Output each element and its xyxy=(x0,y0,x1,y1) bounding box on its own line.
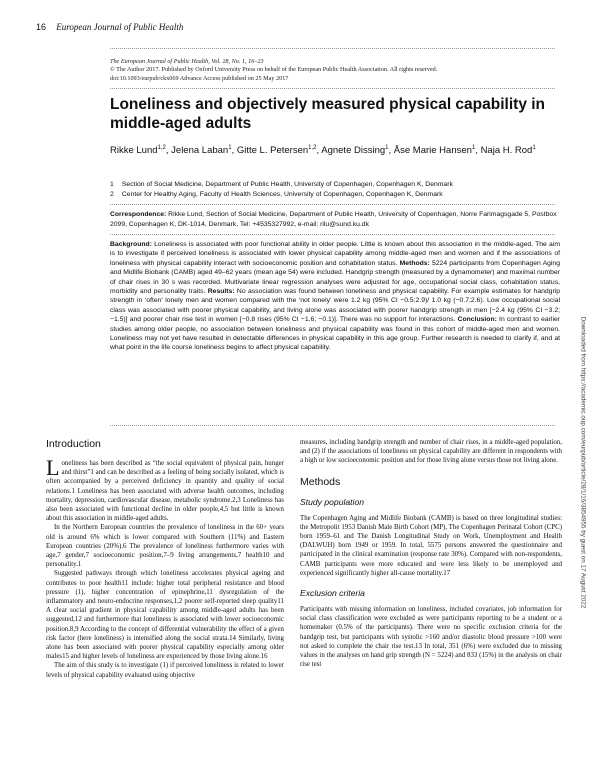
author-list: Rikke Lund$^{1,2}$, Jelena Laban$^1$, Gitte L. Petersen$^{1,2}$, Agnete Dissing$^1$, Åse Marie Hansen$^1$, Naja H. Rod$^1$ xyxy=(110,145,536,157)
intro-paragraph-3: Suggested pathways through which loneliness accelerates physical ageing and contributes to poor health11 include: higher total peripheral resistance and blood pressure (1), higher concentration of epinephrine,11 dysregulation of the inflammatory and neuro-endocrine responses,1,2 poorer self-reported sleep quality11 A clear social gradient in physical capability among middle-aged adults has been suggested,12 and furthermore that loneliness is associated with lower socioeconomic position.8,9 According to the concept of differential vulnerability the effect of a given risk factor (here loneliness) is intensified along the social strata.14 Similarly, living alone has been associated with poorer physical capability especially among older males15 and higher levels of loneliness are experienced by those living alone.16 xyxy=(46,570,284,661)
affiliation-text: Section of Social Medicine, Department of Public Health, University of Copenhagen, Copenhagen K, Denmark xyxy=(121,181,453,188)
citation-doi-line: doi:10.1093/eurpub/ckx069 Advance Access published on 25 May 2017 xyxy=(110,74,289,82)
author-affiliation-marker: 1,2 xyxy=(308,145,317,151)
author-affiliation-marker: 1 xyxy=(385,145,389,151)
abstract-results-label: Results: xyxy=(207,288,235,296)
running-head xyxy=(36,22,183,32)
author-name: Rikke Lund xyxy=(110,145,158,157)
affiliation-text: Center for Healthy Aging, Faculty of Health Sciences, University of Copenhagen, Copenhagen K, Denmark xyxy=(121,191,443,198)
affiliation-number: 2 xyxy=(110,191,114,198)
intro-paragraph-1-text: oneliness has been described as “the social equivalent of physical pain, hunger and thirst”1 and can be described as a feeling of being socially isolated, which is often accompanied by a perceived deficiency in quantity and quality of social relations.1 Loneliness has been associated with adverse health outcomes, including mortality, depression, cardiovascular disease, metabolic syndrome.2,3 Loneliness has also been associated with functional decline in older people,4,5 but little is known about this association in middle-aged adults. xyxy=(46,460,284,523)
left-column xyxy=(46,438,284,680)
affiliation-item xyxy=(110,180,560,190)
methods-heading: Methods xyxy=(300,475,341,488)
author-affiliation-marker: 1 xyxy=(471,145,476,151)
author-name: Naja H. Rod xyxy=(480,145,533,157)
exclusion-criteria-heading: Exclusion criteria xyxy=(300,588,365,599)
abstract-background-text: Loneliness is associated with poor functional ability in older people. Little is known about this association in the middle-aged. The aim is to investigate if perceived loneliness is associated with lower physical capability among middle-aged men and women and if the associations of loneliness with physical capability interact with socioeconomic position and cohabitation status. xyxy=(110,241,560,267)
author-name: Gitte L. Petersen xyxy=(236,145,309,157)
page-number: 16 xyxy=(36,22,47,32)
intro-paragraph-2: In the Northern European countries the prevalence of loneliness in the 60+ years old is around 6% which is lower compared with Southern (11%) and Eastern European countries (20%).6 The prevalence of loneliness furthermore varies with age,7 gender,7 socioeconomic position,7–9 living arrangements,7 health10 and personality.1 xyxy=(46,524,284,569)
download-notice: Downloaded from https://academic.oup.com/eurpub/article/28/1/16/3854955 by guest on 17 August 2022 xyxy=(579,316,587,609)
download-sidebar xyxy=(577,205,589,725)
abstract-conclusion-label: Conclusion: xyxy=(457,316,497,324)
correspondence-label: Correspondence: xyxy=(110,211,167,218)
right-column xyxy=(300,438,562,669)
citation-journal-line: The European Journal of Public Health, Vol. 28, No. 1, 16–23 xyxy=(110,58,264,65)
article-title: Loneliness and objectively measured physical capability in middle-aged adults xyxy=(110,96,546,132)
abstract-background-label: Background: xyxy=(110,241,152,248)
exclusion-criteria-text: Participants with missing information on loneliness, included covariates, job information for social class classification were excluded as were participants reporting to be a student or a homemaker (0.5% of the participants). There were no specific exclusion criteria for the handgrip test, but participants with systolic >160 and/or diastolic blood pressure >100 were not asked to complete the chair rise test.13 In total, 351 (6%) were excluded due to missing values in the analyses on hand grip strength (N = 5224) and 833 (15%) in the analysis on chair rise test xyxy=(300,606,562,669)
abstract-methods-text: 5224 participants from Copenhagen Aging and Midlife Biobank (CAMB) aged 49–62 years (mean age 54) were included. Handgrip strength (measured by a dynamometer) and maximal number of chair rises in 30 s was recorded. Multivariate linear regression analyses were adjusted for age, occupational social class, cohabitation status, morbidity and personality traits. xyxy=(110,259,560,296)
citation-copyright-line: © The Author 2017. Published by Oxford University Press on behalf of the European Public Health Association. All rights reserved. xyxy=(110,66,438,74)
drop-cap: L xyxy=(46,455,60,480)
aim-continuation: measures, including handgrip strength and number of chair rises, in a middle-aged population, and (2) if the associations of loneliness on physical capability are different in respondents with a high or low socioeconomic position and for those living alone versus those not living alone. xyxy=(300,439,562,465)
affiliation-number: 1 xyxy=(110,181,114,188)
abstract-conclusion-text: In contrast to earlier studies among older people, no association between loneliness and physical capability was found in this cohort of middle-aged men and women. Loneliness may not yet have resulted in detectable differences in physical capability in this age group. Further research is needed to clarify if, and at what point in the life course loneliness begins to affect physical capability. xyxy=(110,316,560,352)
abstract-results-text: No association was found between loneliness and physical capability. For example estimates for handgrip strength in ‘often’ lonely men and women compared with the ‘not lonely’ were 1.2 kg (95% CI −0.5;2.9)/ 1.0 kg (−0.7;2.6). Low occupational social class was associated with poorer physical capability, and living alone was associated with poorer handgrip strength in men [−2.4 kg (95% CI −3.2; −1.5)] and poorer chair rise test in women [−0.8 rises (95% CI −1.6; −0.1)]. There was no support for interactions. xyxy=(110,288,561,324)
author-name: Agnete Dissing xyxy=(321,145,386,157)
affiliations xyxy=(110,180,560,200)
divider-abstract xyxy=(110,425,555,426)
journal-name: European Journal of Public Health xyxy=(56,22,184,32)
citation-block xyxy=(110,58,560,83)
divider-title xyxy=(110,88,555,89)
author-name: Åse Marie Hansen xyxy=(393,145,472,157)
divider-correspondence xyxy=(110,234,555,235)
author-affiliation-marker: 1 xyxy=(532,145,536,151)
abstract-methods-label: Methods: xyxy=(399,259,430,267)
intro-paragraph-1 xyxy=(46,455,284,523)
introduction-heading: Introduction xyxy=(46,438,101,450)
intro-paragraph-4: The aim of this study is to investigate (1) if perceived loneliness is related to lower levels of physical capability evaluated using objective xyxy=(46,662,284,679)
divider-affiliations xyxy=(110,204,555,205)
correspondence xyxy=(110,210,560,229)
affiliation-item xyxy=(110,190,560,200)
study-population-text: The Copenhagen Aging and Midlife Biobank (CAMB) is based on three longitudinal studies: the Metropolit 1953 Danish Male Birth Cohort (MP), The Copenhagen Perinatal Cohort (CPC) born 1959–61 and The Danish Longitudinal Study on Work, Unemployment and Health (DALWUH) born 1949 or 1959. In total, 5575 persons answered the questionnaire and participated in the clinical examination (response rate 30%). Compared with non-respondents, CAMB participants were more educated and were less likely to be unemployed and experienced significantly higher all-cause mortality.17 xyxy=(300,514,562,577)
abstract xyxy=(110,240,560,353)
correspondence-text: Rikke Lund, Section of Social Medicine, Department of Public Health, University of Copenhagen, Norre Farimagsgade 5, Postbox 2099, Copenhagen K, DK-1014, Denmark, Tel: +4535327992, e-mail: rilu@sund.ku.dk xyxy=(110,211,557,228)
author-affiliation-marker: 1,2 xyxy=(157,145,166,151)
study-population-heading: Study population xyxy=(300,496,365,507)
divider-top xyxy=(110,48,555,49)
author-name: Jelena Laban xyxy=(171,145,229,157)
author-affiliation-marker: 1 xyxy=(228,145,232,151)
